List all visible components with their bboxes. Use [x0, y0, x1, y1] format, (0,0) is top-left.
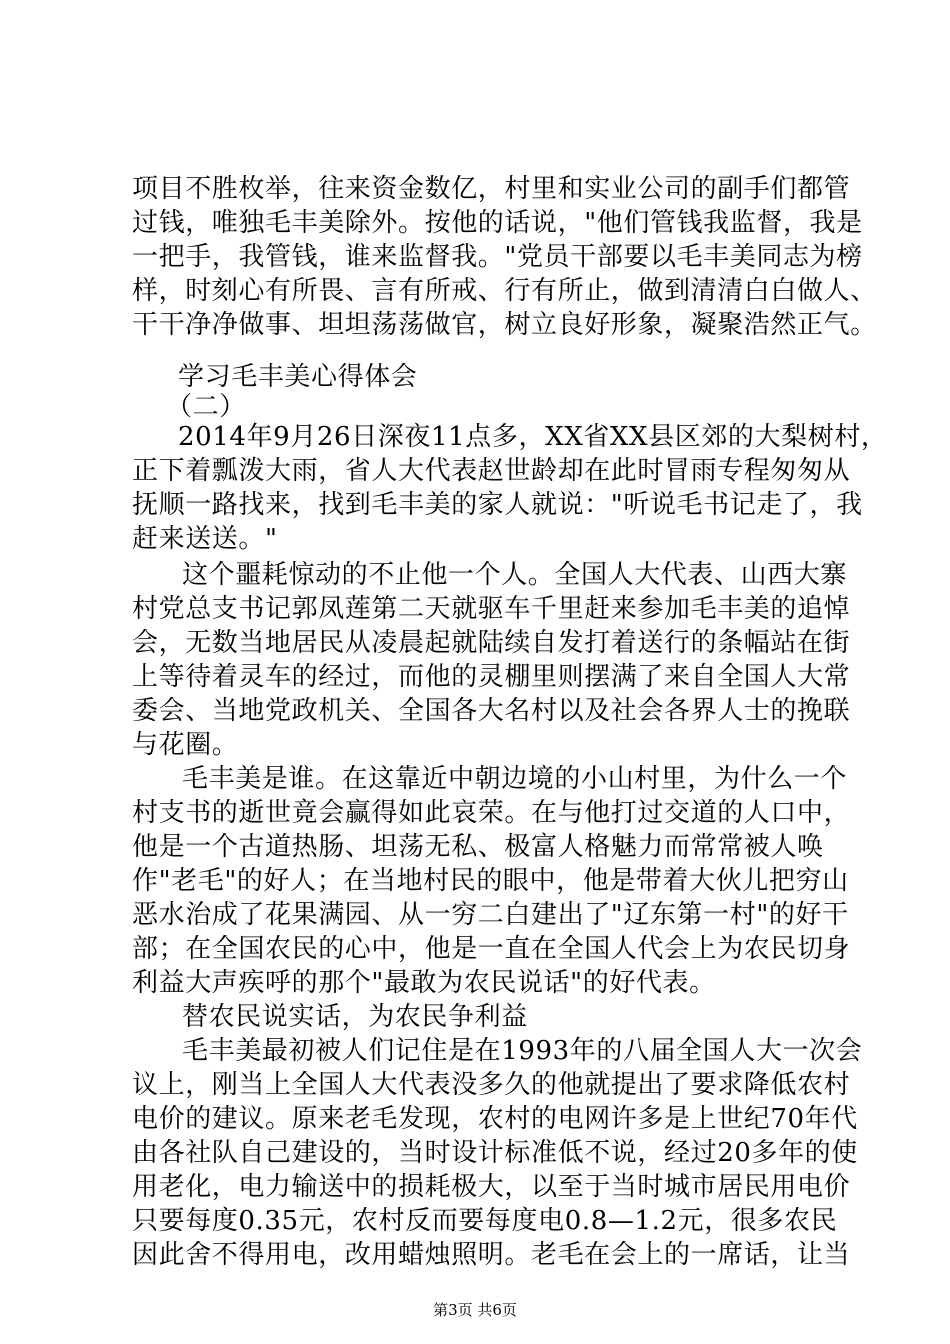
text-line: 只要每度0.35元，农村反而要每度电0.8—1.2元，很多农民 [132, 1206, 838, 1236]
text-line: 他是一个古道热肠、坦荡无私、极富人格魅力而常常被人唤 [132, 832, 824, 862]
text-line: 过钱，唯独毛丰美除外。按他的话说，"他们管钱我监督，我是 [132, 208, 863, 238]
text-line: 议上，刚当上全国人大代表没多久的他就提出了要求降低农村 [132, 1070, 851, 1100]
text-line: 正下着瓢泼大雨，省人大代表赵世龄却在此时冒雨专程匆匆从 [132, 456, 851, 486]
text-line: 村支书的逝世竟会赢得如此哀荣。在与他打过交道的人口中， [132, 798, 851, 828]
text-line: 会，无数当地居民从凌晨起就陆续自发打着送行的条幅站在街 [132, 628, 851, 658]
text-line: 2014年9月26日深夜11点多，XX省XX县区郊的大梨树村， [178, 422, 888, 452]
text-line: 部；在全国农民的心中，他是一直在全国人代会上为农民切身 [132, 934, 851, 964]
text-line: 委会、当地党政机关、全国各大名村以及社会各界人士的挽联 [132, 696, 851, 726]
section-subtitle: （二） [166, 392, 246, 422]
text-line: 利益大声疾呼的那个"最敢为农民说话"的好代表。 [132, 968, 716, 998]
text-line: 项目不胜枚举，往来资金数亿，村里和实业公司的副手们都管 [132, 174, 851, 204]
text-line: 赶来送送。" [132, 524, 278, 554]
text-line: 毛丰美是谁。在这靠近中朝边境的小山村里，为什么一个 [182, 764, 848, 794]
text-line: 电价的建议。原来老毛发现，农村的电网许多是上世纪70年代 [132, 1104, 858, 1134]
text-line: 干干净净做事、坦坦荡荡做官，树立良好形象，凝聚浩然正气。 [132, 310, 877, 340]
text-line: 因此舍不得用电，改用蜡烛照明。老毛在会上的一席话，让当 [132, 1240, 851, 1270]
page-number: 第3页 共6页 [433, 1301, 517, 1319]
section-heading: 替农民说实话，为农民争利益 [182, 1002, 528, 1032]
text-line: 与花圈。 [132, 730, 239, 760]
section-title: 学习毛丰美心得体会 [178, 362, 418, 392]
text-line: 毛丰美最初被人们记住是在1993年的八届全国人大一次会 [182, 1036, 863, 1066]
text-line: 一把手，我管钱，谁来监督我。"党员干部要以毛丰美同志为榜 [132, 242, 863, 272]
text-line: 这个噩耗惊动的不止他一个人。全国人大代表、山西大寨 [182, 560, 848, 590]
text-line: 村党总支书记郭凤莲第二天就驱车千里赶来参加毛丰美的追悼 [132, 594, 851, 624]
text-line: 恶水治成了花果满园、从一穷二白建出了"辽东第一村"的好干 [132, 900, 849, 930]
text-line: 样，时刻心有所畏、言有所戒、行有所止，做到清清白白做人、 [132, 276, 877, 306]
text-line: 上等待着灵车的经过，而他的灵棚里则摆满了来自全国人大常 [132, 662, 851, 692]
text-line: 作"老毛"的好人；在当地村民的眼中，他是带着大伙儿把穷山 [132, 866, 849, 896]
text-line: 用老化，电力输送中的损耗极大，以至于当时城市居民用电价 [132, 1172, 851, 1202]
text-line: 由各社队自己建设的，当时设计标准低不说，经过20多年的使 [132, 1138, 858, 1168]
text-line: 抚顺一路找来，找到毛丰美的家人就说："听说毛书记走了，我 [132, 490, 863, 520]
